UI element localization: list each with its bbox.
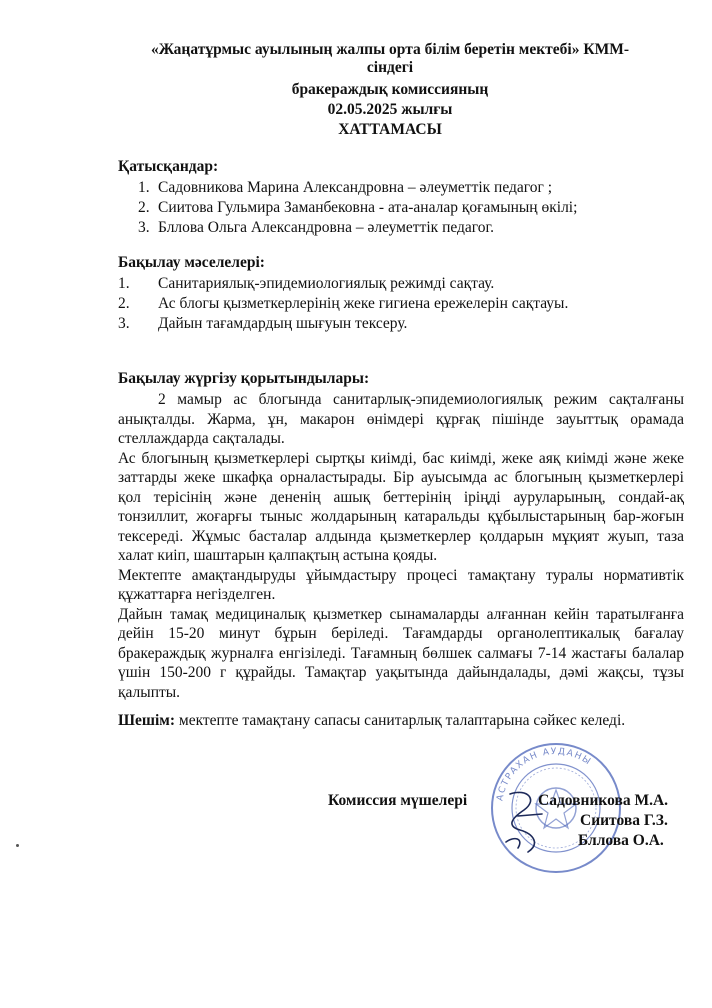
header-title: ХАТТАМАСЫ <box>338 121 442 138</box>
list-number: 2. <box>118 295 130 312</box>
results-body <box>118 390 684 702</box>
list-item <box>118 198 577 218</box>
list-number: 2. <box>138 199 150 216</box>
list-item <box>118 274 568 294</box>
header-school-name: «Жаңатұрмыс ауылының жалпы орта білім беретін мектебі» КММ- <box>150 41 629 58</box>
results-paragraph: Мектепте амақтандыруды ұйымдастыру процесі тамақтану туралы нормативтік құжаттарға негізделген. <box>118 566 684 603</box>
list-item <box>118 294 568 314</box>
decision-label: Шешім: <box>118 712 176 729</box>
list-number: 1. <box>118 275 130 292</box>
commission-members-label: Комиссия мүшелері <box>328 792 468 809</box>
list-text: Бллова Ольга Александровна – әлеуметтік педагог. <box>158 219 495 236</box>
list-number: 1. <box>138 179 150 196</box>
results-heading: Бақылау жүргізу қорытындылары: <box>118 370 370 387</box>
header-date: 02.05.2025 жылғы <box>327 101 453 118</box>
header-commission: бракераждық комиссияның <box>291 81 489 98</box>
results-paragraph: 2 мамыр ас блогында санитарлық-эпидемиологиялық режим сақталғаны анықталды. Жарма, ұн, макарон өнімдері құрғақ пішінде зауыттық орамада стеллаждарда сақталады. <box>118 391 684 447</box>
list-text: Санитариялық-эпидемиологиялық режимді сақтау. <box>158 275 495 292</box>
decision-line <box>118 712 625 730</box>
stamp-text: АСТРАХАН АУДАНЫ <box>495 746 594 802</box>
list-text: Дайын тағамдардың шығуын тексеру. <box>158 315 408 332</box>
list-text: Сиитова Гульмира Заманбековна - ата-аналар қоғамының өкілі; <box>158 199 578 216</box>
list-text: Садовникова Марина Александровна – әлеуметтік педагог ; <box>158 179 553 196</box>
list-number: 3. <box>138 219 150 236</box>
issues-heading: Бақылау мәселелері: <box>118 254 265 271</box>
signature-name: Сиитова Г.З. <box>580 812 668 829</box>
signature-name: Бллова О.А. <box>578 832 664 849</box>
header-school-name-cont: сіндегі <box>366 59 414 76</box>
issues-list <box>118 274 568 334</box>
scan-speck <box>16 844 19 847</box>
results-paragraph: Дайын тамақ медициналық қызметкер сынамаларды алғаннан кейін таратылғанға дейін 15-20 минут бұрын беріледі. Тағамдарды органолептикалық бағалау бракераждық журналға енгізіледі. Тағамның бөлшек салмағы 7-14 жастағы балалар үшін 150-200 г құрайды. Тамақтар уақытында дайындалады, дәмі жақсы, тұзы қалыпты. <box>118 605 684 701</box>
results-paragraph: Ас блогының қызметкерлері сыртқы киімді, бас киімді, жеке аяқ киімді және жеке заттарды жеке шкафқа орналастырады. Бір ауысымда ас блогының қызметкерлері қол терісінің және дененің ашық беттерінің іріңді ауруларының, сондай-ақ тонзиллит, жоғарғы тыныс жолдарының катаральды құбылыстарының бар-жоғын тексереді. Жұмыс басталар алдында қызметкерлер қолдарын мұқият жуып, таза халат киіп, шаштарын қалпақтың астына қояды. <box>118 449 684 564</box>
list-text: Ас блогы қызметкерлерінің жеке гигиена ережелерін сақтауы. <box>158 295 569 312</box>
signature-name: Садовникова М.А. <box>538 792 669 809</box>
list-item <box>118 218 577 238</box>
list-item <box>118 178 577 198</box>
list-item <box>118 314 568 334</box>
list-number: 3. <box>118 315 130 332</box>
participants-heading: Қатысқандар: <box>118 158 219 175</box>
decision-text: мектепте тамақтану сапасы санитарлық талаптарына сәйкес келеді. <box>175 712 626 729</box>
participants-list <box>118 178 577 238</box>
